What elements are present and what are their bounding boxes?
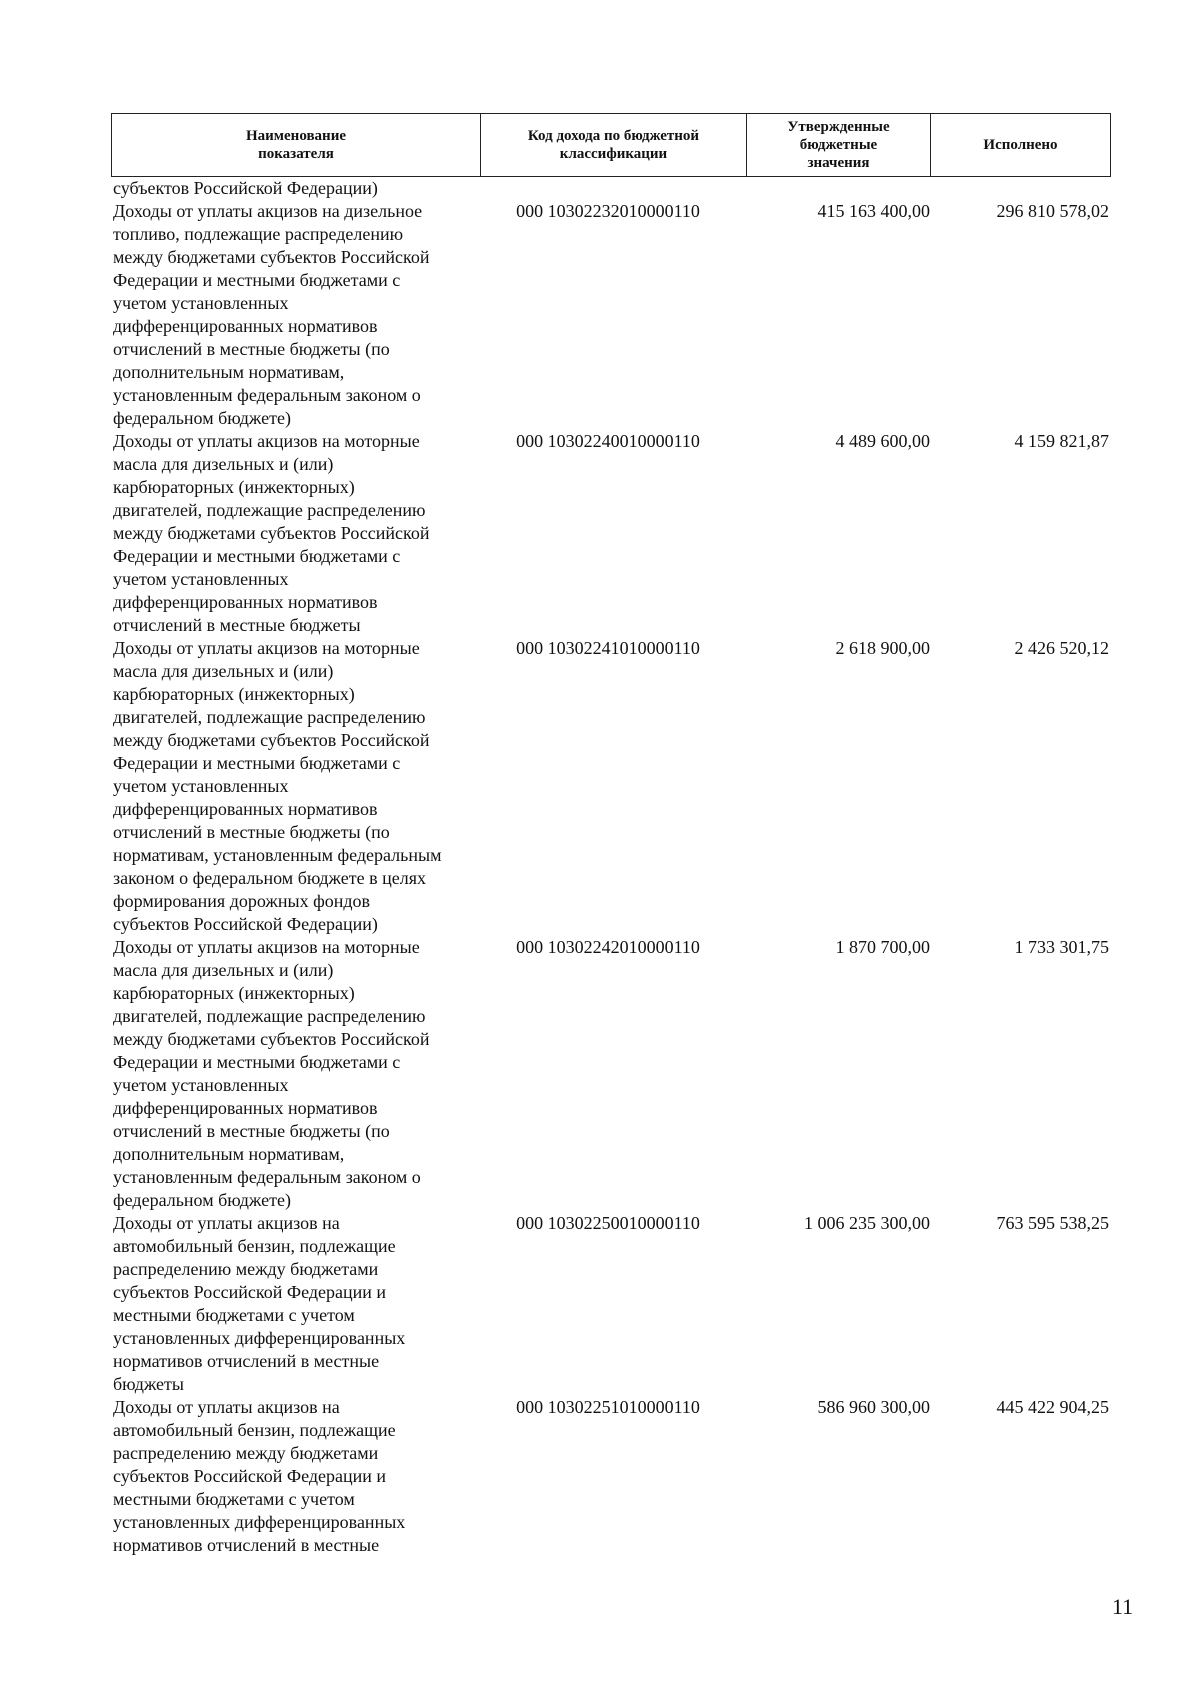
row-executed: 4 159 821,87 <box>1014 431 1109 451</box>
row-name: Доходы от уплаты акцизов на моторные масла для дизельных и (или) карбюраторных (инжекторных) двигателей, подлежащие распределению между бюджетами субъектов Российской Федерации и местными бюджетами с учетом установленных дифференцированных нормативов отчислений в местные бюджеты (по нормативам, установленным федеральным законом о федеральном бюджете в целях формирования дорожных фондов субъектов Российской Федерации) <box>113 638 442 934</box>
row-approved: 4 489 600,00 <box>835 431 930 451</box>
row-executed: 1 733 301,75 <box>1014 937 1109 957</box>
table-row <box>111 200 1111 430</box>
row-approved: 415 163 400,00 <box>817 201 930 221</box>
row-executed: 445 422 904,25 <box>996 1397 1109 1417</box>
row-executed: 296 810 578,02 <box>996 201 1109 221</box>
table-row <box>111 430 1111 637</box>
table-row <box>111 637 1111 936</box>
header-code: Код дохода по бюджетной классификации <box>481 114 747 176</box>
header-executed: Исполнено <box>983 137 1058 153</box>
row-code: 000 10302232010000110 <box>516 201 700 221</box>
row-code: 000 10302241010000110 <box>516 638 700 658</box>
continuation-text: субъектов Российской Федерации) <box>113 178 378 198</box>
budget-table <box>111 113 1111 1557</box>
row-code: 000 10302240010000110 <box>516 431 700 451</box>
row-name: Доходы от уплаты акцизов на моторные масла для дизельных и (или) карбюраторных (инжекторных) двигателей, подлежащие распределению между бюджетами субъектов Российской Федерации и местными бюджетами с учетом установленных дифференцированных нормативов отчислений в местные бюджеты <box>113 431 430 635</box>
row-code: 000 10302250010000110 <box>516 1213 700 1233</box>
row-approved: 2 618 900,00 <box>835 638 930 658</box>
row-approved: 1 870 700,00 <box>835 937 930 957</box>
table-header <box>111 113 1111 177</box>
row-code: 000 10302242010000110 <box>516 937 700 957</box>
row-executed: 763 595 538,25 <box>996 1213 1109 1233</box>
header-name: Наименование показателя <box>112 114 481 176</box>
row-name: Доходы от уплаты акцизов на моторные масла для дизельных и (или) карбюраторных (инжекторных) двигателей, подлежащие распределению между бюджетами субъектов Российской Федерации и местными бюджетами с учетом установленных дифференцированных нормативов отчислений в местные бюджеты (по дополнительным нормативам, установленным федеральным законом о федеральном бюджете) <box>113 937 430 1210</box>
table-row <box>111 936 1111 1212</box>
row-executed: 2 426 520,12 <box>1014 638 1109 658</box>
row-name: Доходы от уплаты акцизов на автомобильный бензин, подлежащие распределению между бюджетами субъектов Российской Федерации и местными бюджетами с учетом установленных дифференцированных нормативов отчислений в местные бюджеты <box>113 1213 406 1394</box>
table-row <box>111 1212 1111 1396</box>
row-name: Доходы от уплаты акцизов на дизельное топливо, подлежащие распределению между бюджетами субъектов Российской Федерации и местными бюджетами с учетом установленных дифференцированных нормативов отчислений в местные бюджеты (по дополнительным нормативам, установленным федеральным законом о федеральном бюджете) <box>113 201 430 428</box>
continuation-row <box>111 177 1111 200</box>
header-approved: Утвержденные бюджетные значения <box>747 114 931 176</box>
row-code: 000 10302251010000110 <box>516 1397 700 1417</box>
row-approved: 1 006 235 300,00 <box>804 1213 930 1233</box>
row-name: Доходы от уплаты акцизов на автомобильный бензин, подлежащие распределению между бюджетами субъектов Российской Федерации и местными бюджетами с учетом установленных дифференцированных нормативов отчислений в местные <box>113 1397 406 1555</box>
row-approved: 586 960 300,00 <box>817 1397 930 1417</box>
table-row <box>111 1396 1111 1557</box>
page-number: 11 <box>1112 1594 1134 1619</box>
